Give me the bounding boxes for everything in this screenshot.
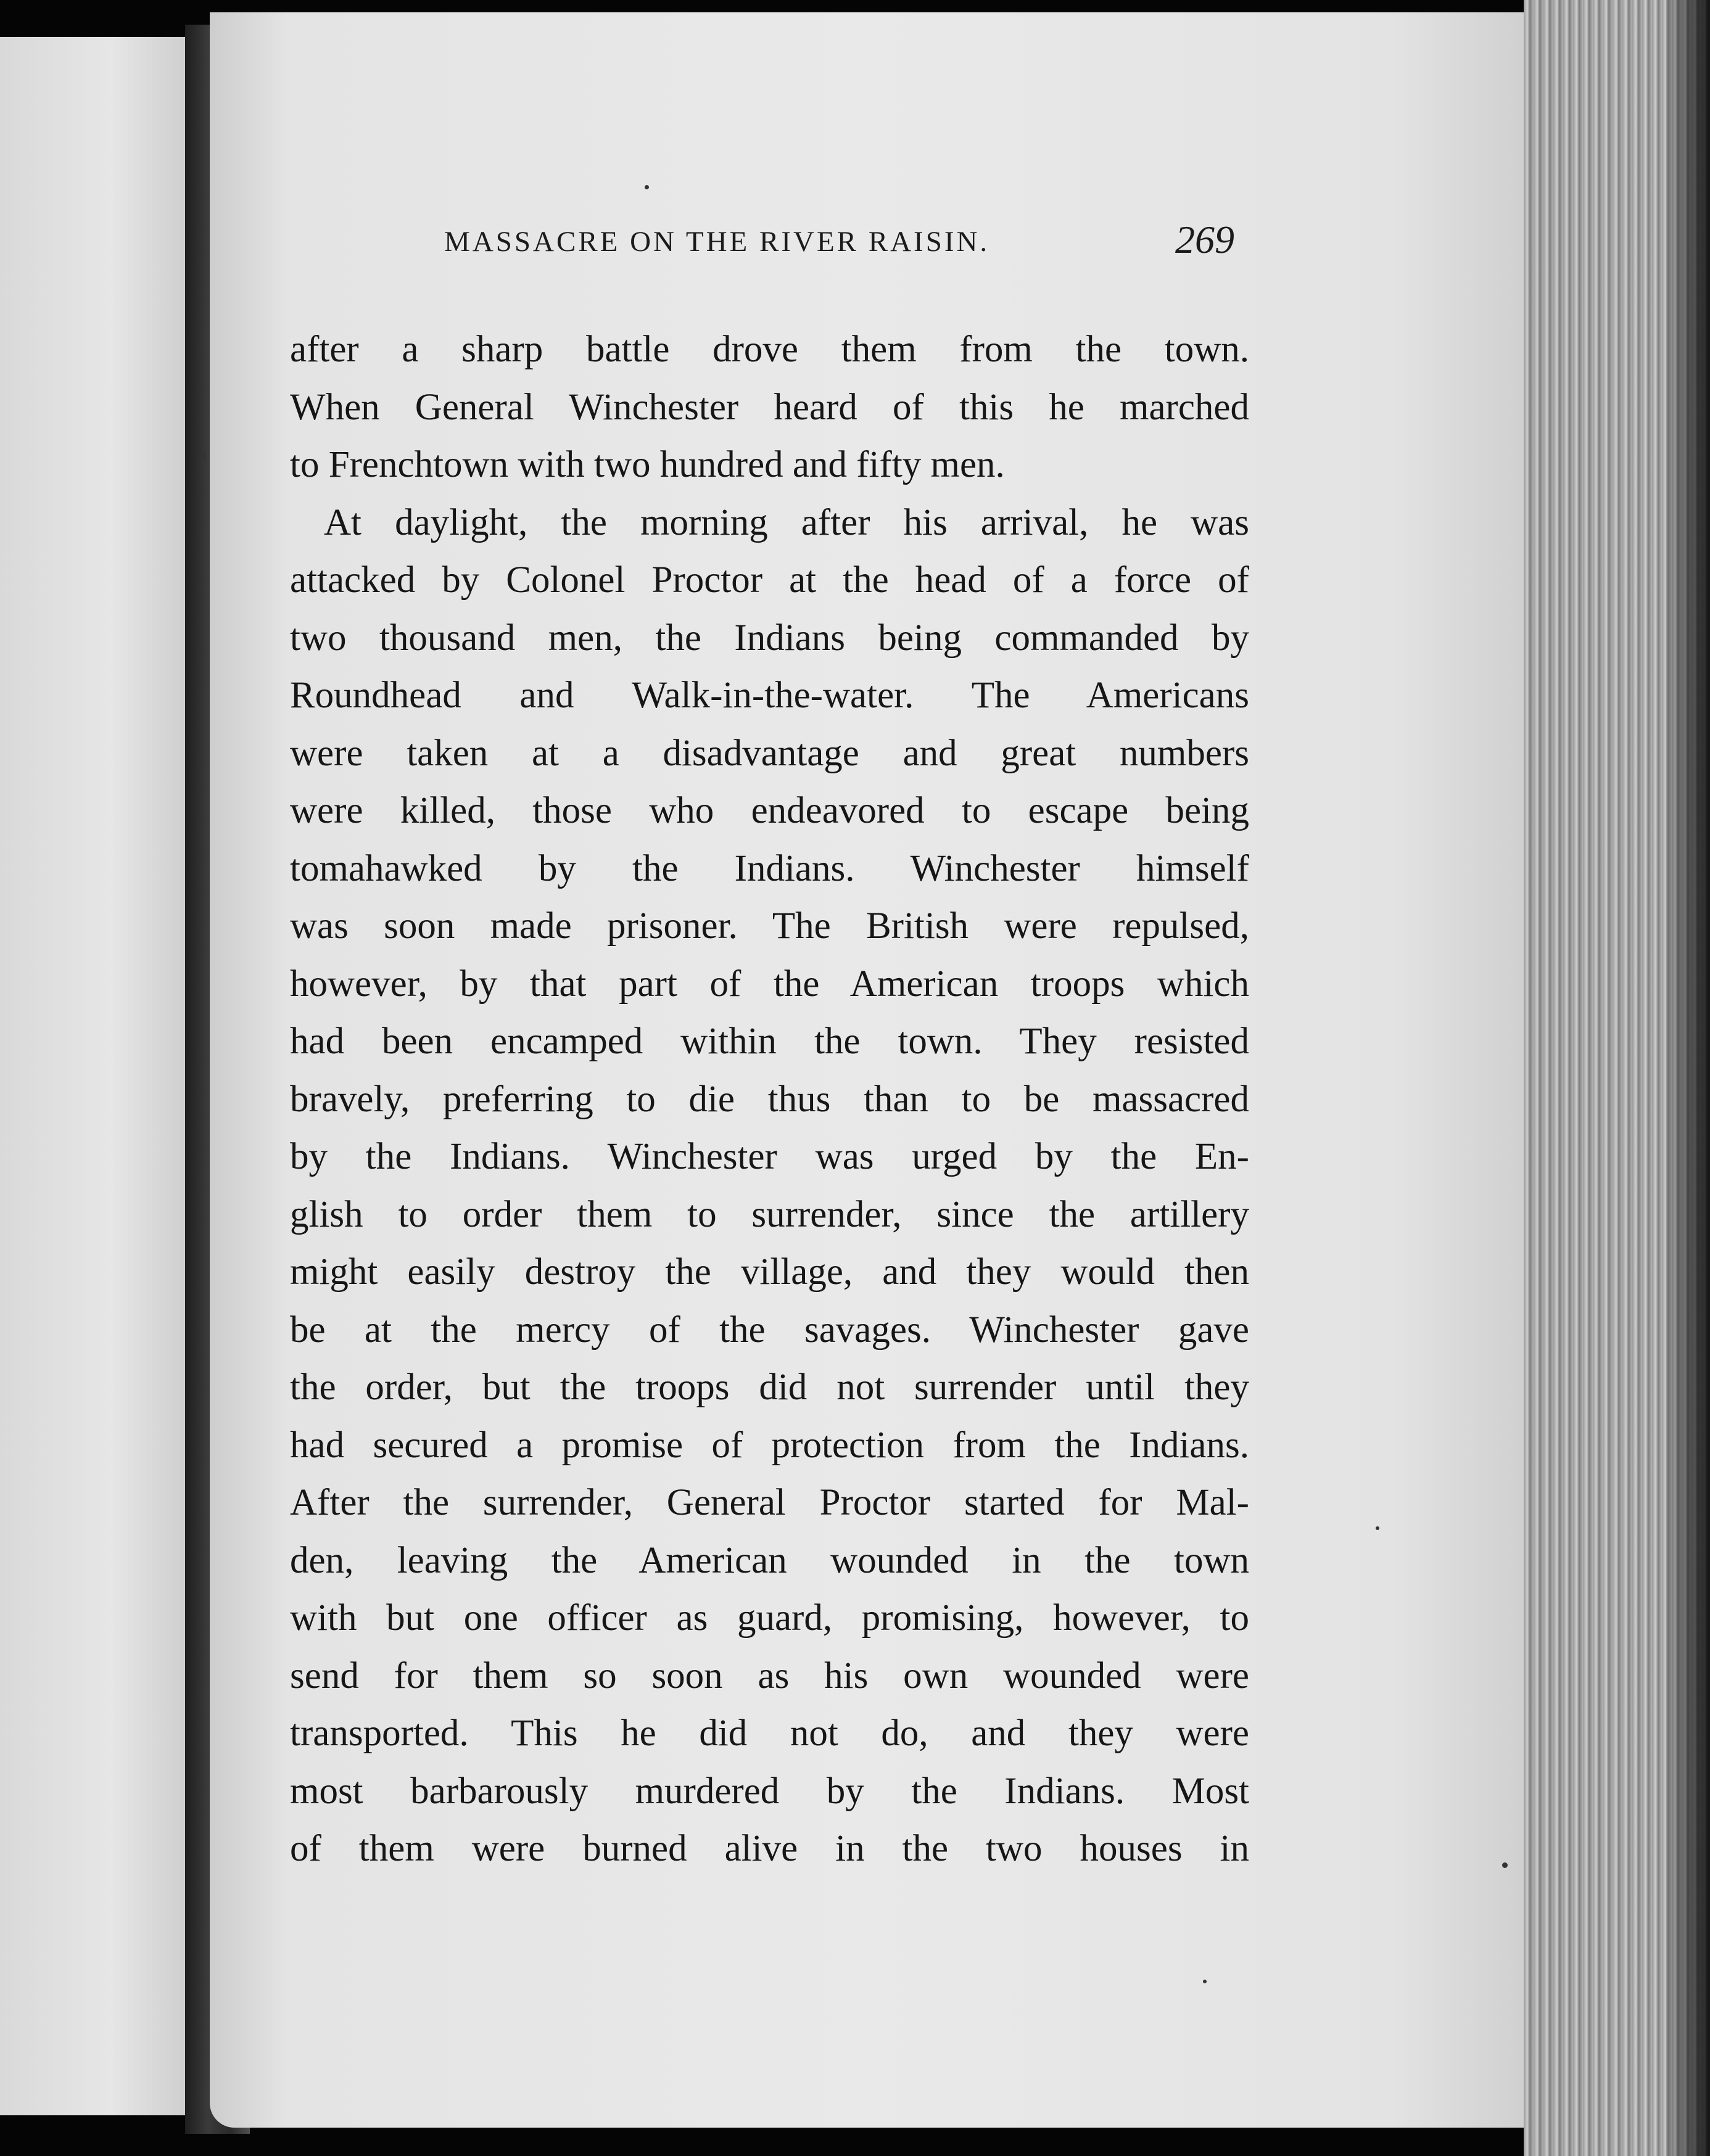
running-head: MASSACRE ON THE RIVER RAISIN. — [444, 226, 990, 258]
dust-speck — [1502, 1862, 1508, 1868]
text-line: tomahawked by the Indians. Winchester himself — [290, 847, 1249, 889]
text-line: with but one officer as guard, promising, however, to — [290, 1597, 1249, 1639]
text-line: den, leaving the American wounded in the town — [290, 1539, 1249, 1581]
text-line: was soon made prisoner. The British were repulsed, — [290, 905, 1249, 947]
text-line: of them were burned alive in the two houses in — [290, 1828, 1249, 1869]
text-line: to Frenchtown with two hundred and fifty men. — [290, 444, 1005, 485]
text-line: after a sharp battle drove them from the town. — [290, 329, 1249, 370]
previous-page — [0, 37, 185, 2115]
text-line: however, by that part of the American troops which — [290, 963, 1249, 1005]
text-line: be at the mercy of the savages. Winchester gave — [290, 1309, 1249, 1351]
text-line: two thousand men, the Indians being commanded by — [290, 617, 1249, 659]
text-line: After the surrender, General Proctor started for Mal- — [290, 1482, 1249, 1523]
text-line: send for them so soon as his own wounded were — [290, 1655, 1249, 1697]
text-line: might easily destroy the village, and they would then — [290, 1251, 1249, 1293]
text-line: by the Indians. Winchester was urged by the En- — [290, 1136, 1249, 1177]
text-line: the order, but the troops did not surrender until they — [290, 1367, 1249, 1408]
text-line: had been encamped within the town. They resisted — [290, 1021, 1249, 1062]
dust-speck — [200, 453, 206, 459]
dust-speck — [645, 185, 649, 189]
text-line: Roundhead and Walk-in-the-water. The Americans — [290, 675, 1249, 716]
text-line: were taken at a disadvantage and great numbers — [290, 732, 1249, 774]
text-line: had secured a promise of protection from the Indians. — [290, 1424, 1249, 1466]
text-line: attacked by Colonel Proctor at the head of a force of — [290, 559, 1249, 601]
dust-speck — [1376, 1526, 1379, 1530]
text-line: When General Winchester heard of this he marched — [290, 386, 1249, 428]
page-edges-shadow — [1666, 0, 1710, 2156]
text-line: transported. This he did not do, and they were — [290, 1713, 1249, 1754]
text-line: glish to order them to surrender, since the artillery — [290, 1193, 1249, 1235]
text-line: At daylight, the morning after his arrival, he was — [324, 501, 1249, 543]
text-line: were killed, those who endeavored to escape being — [290, 790, 1249, 831]
page-body — [290, 321, 1249, 1878]
text-line: most barbarously murdered by the Indians. Most — [290, 1770, 1249, 1812]
page-number: 269 — [1175, 218, 1234, 261]
text-line: bravely, preferring to die thus than to be massacred — [290, 1078, 1249, 1120]
dust-speck — [1203, 1980, 1207, 1983]
